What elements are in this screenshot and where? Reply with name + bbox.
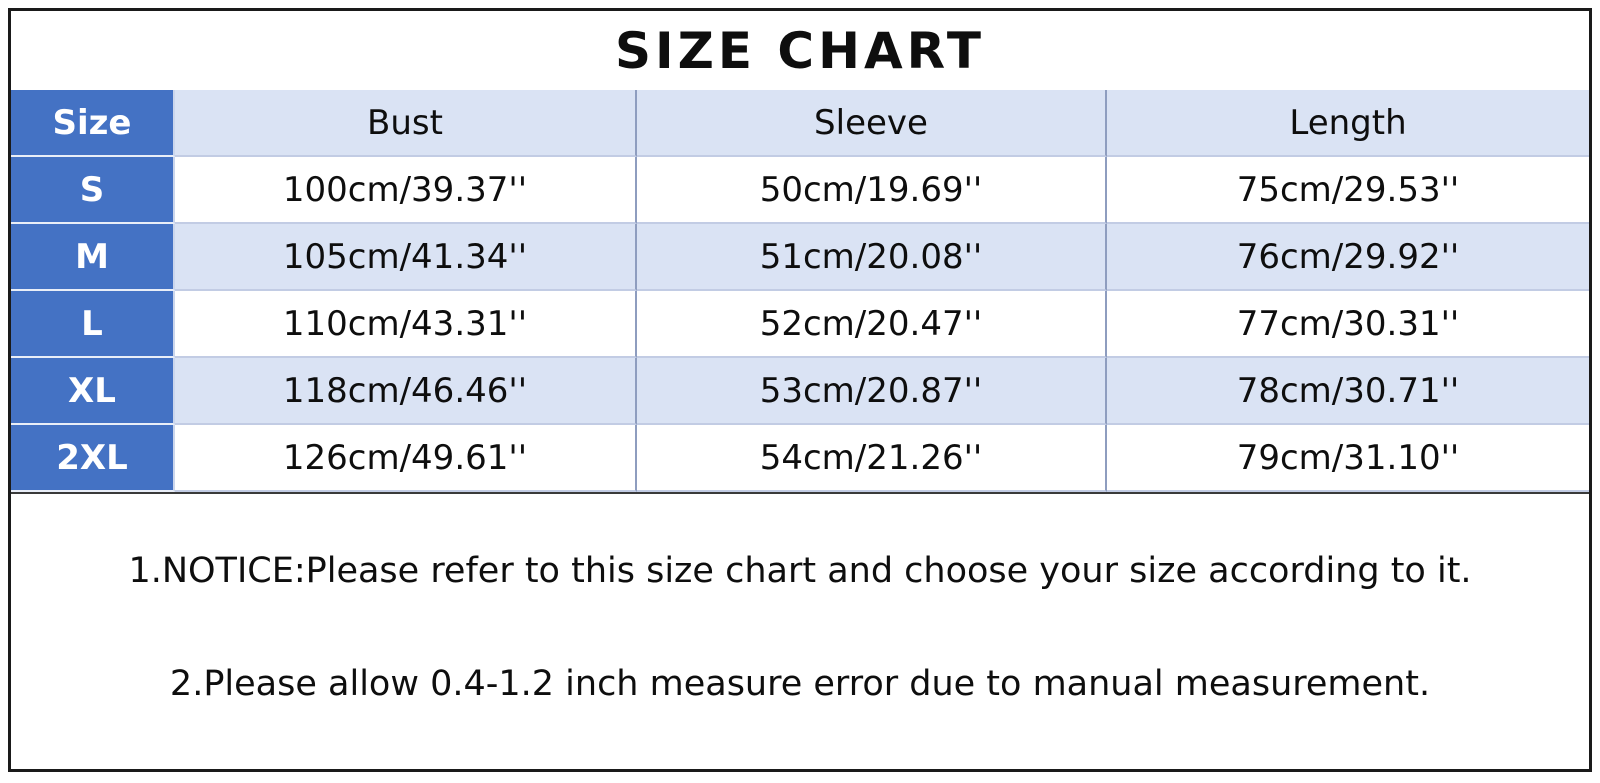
sleeve-value-s: 50cm/19.69'' — [637, 157, 1107, 224]
size-chart-panel — [8, 8, 1592, 772]
column-header-sleeve: Sleeve — [637, 90, 1107, 157]
sleeve-value-xl: 53cm/20.87'' — [637, 358, 1107, 425]
notice-line-2: 2.Please allow 0.4-1.2 inch measure error due to manual measurement. — [169, 664, 1431, 704]
length-value-xl: 78cm/30.71'' — [1107, 358, 1589, 425]
length-value-2xl: 79cm/31.10'' — [1107, 425, 1589, 492]
length-value-l: 77cm/30.31'' — [1107, 291, 1589, 358]
size-label-xl: XL — [11, 358, 175, 425]
sleeve-value-m: 51cm/20.08'' — [637, 224, 1107, 291]
length-value-m: 76cm/29.92'' — [1107, 224, 1589, 291]
size-label-s: S — [11, 157, 175, 224]
bust-value-2xl: 126cm/49.61'' — [175, 425, 637, 492]
bust-value-l: 110cm/43.31'' — [175, 291, 637, 358]
length-value-s: 75cm/29.53'' — [1107, 157, 1589, 224]
bust-value-xl: 118cm/46.46'' — [175, 358, 637, 425]
bust-value-m: 105cm/41.34'' — [175, 224, 637, 291]
size-label-2xl: 2XL — [11, 425, 175, 492]
notice-section — [11, 494, 1589, 705]
sleeve-value-2xl: 54cm/21.26'' — [637, 425, 1107, 492]
sleeve-value-l: 52cm/20.47'' — [637, 291, 1107, 358]
size-table — [11, 90, 1589, 494]
column-header-bust: Bust — [175, 90, 637, 157]
page-title: SIZE CHART — [614, 21, 986, 80]
column-header-length: Length — [1107, 90, 1589, 157]
bust-value-s: 100cm/39.37'' — [175, 157, 637, 224]
size-label-m: M — [11, 224, 175, 291]
notice-line-1: 1.NOTICE:Please refer to this size chart and choose your size according to it. — [128, 551, 1472, 591]
column-header-size: Size — [11, 90, 175, 157]
size-label-l: L — [11, 291, 175, 358]
